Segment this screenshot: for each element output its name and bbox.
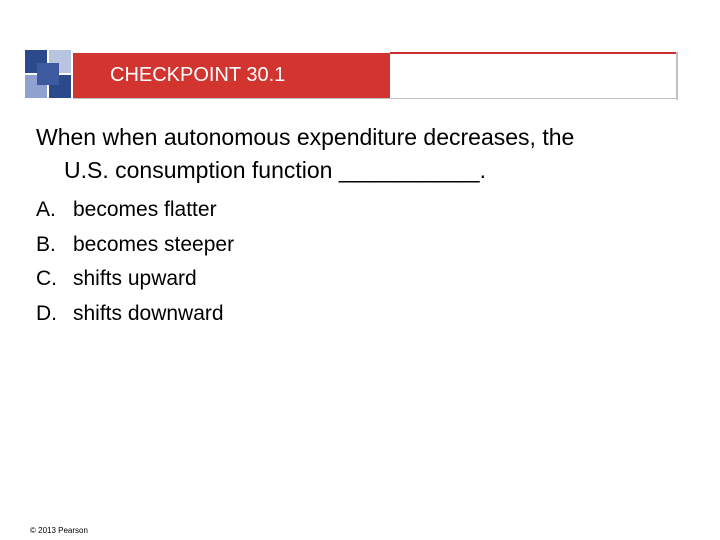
copyright-footer: © 2013 Pearson [30, 526, 88, 535]
answer-option-c[interactable] [36, 262, 234, 297]
option-letter: A. [36, 198, 56, 221]
option-letter: D. [36, 301, 57, 325]
answer-option-a[interactable] [36, 193, 234, 228]
header-top-rule [390, 52, 678, 54]
header-right-rule [676, 52, 678, 100]
slide-title: CHECKPOINT 30.1 [110, 64, 286, 86]
question-text [36, 121, 686, 187]
option-letter: C. [36, 267, 57, 290]
answer-option-b[interactable] [36, 228, 234, 263]
option-text: becomes flatter [73, 198, 217, 221]
option-text: shifts downward [73, 301, 224, 325]
answer-option-d[interactable] [36, 297, 234, 332]
header-bottom-rule [73, 98, 678, 99]
answer-options-list [36, 193, 234, 331]
question-line-2: U.S. consumption function ___________. [64, 157, 486, 183]
question-line-1: When when autonomous expenditure decreases, the [36, 124, 575, 150]
blue-squares-logo-icon [25, 50, 71, 98]
option-letter: B. [36, 232, 56, 256]
option-text: shifts upward [73, 267, 197, 290]
logo-square-center [37, 63, 59, 85]
option-text: becomes steeper [73, 232, 235, 256]
